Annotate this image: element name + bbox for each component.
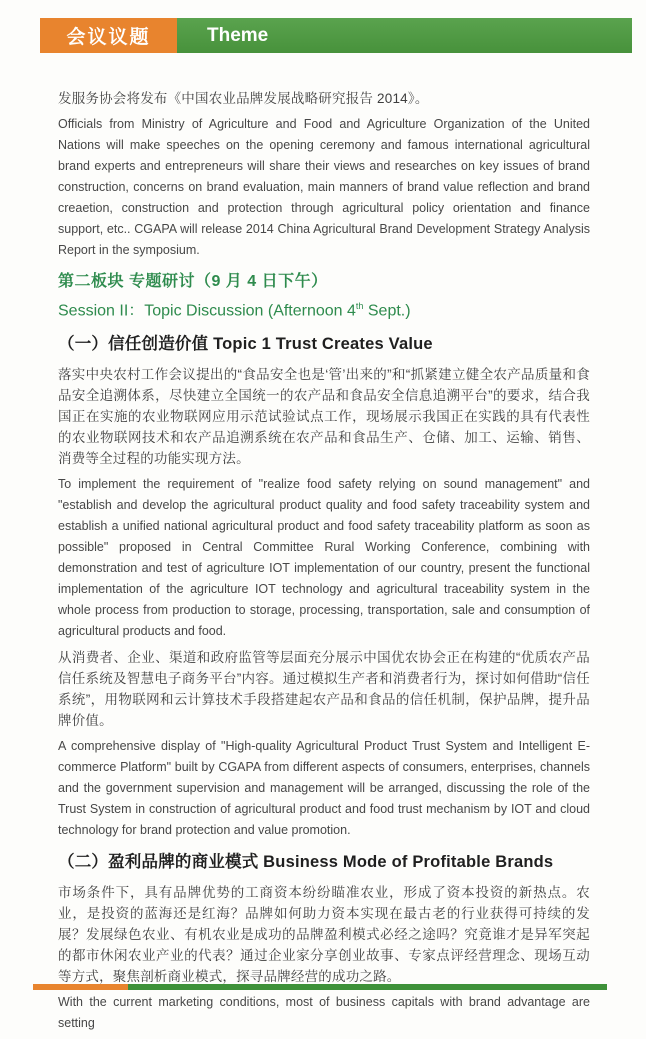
intro-cn-paragraph: 发服务协会将发布《中国农业品牌发展战略研究报告 2014》。: [58, 91, 429, 106]
session-title-en: [58, 294, 590, 323]
session-heading: [58, 269, 590, 323]
topic2-heading: （二）盈利品牌的商业模式 Business Mode of Profitable Brands: [58, 853, 554, 872]
session-title-en-text: Session II：Topic Discussion (Afternoon 4: [58, 302, 356, 320]
topic2-en-paragraph: With the current marketing conditions, most of business capitals with brand advantage are setting: [58, 995, 590, 1031]
topic1-en-paragraph-2: A comprehensive display of "High-quality Agricultural Product Trust System and Intelligent E-commerce Platform" built by CGAPA from different aspects of consumers, enterprises, channels and the government supervision and management will be arranged, discussing the role of the Trust System in construction of agricultural product and food trust mechanism by IOT and cloud technology for brand protection and value promotion.: [58, 739, 590, 838]
header-tab-en: Theme: [177, 18, 632, 53]
topic1-cn-paragraph-2: 从消费者、企业、渠道和政府监管等层面充分展示中国优农协会正在构建的“优质农产品信任系统及智慧电子商务平台”内容。通过模拟生产者和消费者行为，探讨如何借助“信任系统”，用物联网和云计算技术手段搭建起农产品和食品的信任机制，保护品牌，提升品牌价值。: [58, 650, 590, 729]
session-title-cn: 第二板块 专题研讨（9 月 4 日下午）: [58, 273, 328, 290]
topic2-cn-paragraph: 市场条件下，具有品牌优势的工商资本纷纷瞄准农业，形成了资本投资的新热点。农业，是投资的蓝海还是红海？品牌如何助力资本实现在最古老的行业获得可持续的发展？发展绿色农业、有机农业是成功的品牌盈利模式必经之途吗？究竟谁才是异军突起的都市休闲农业产业的代表？通过企业家分享创业故事、专家点评经营理念、现场互动等方式，聚焦剖析商业模式，探寻品牌经营的成功之路。: [58, 885, 590, 985]
topic1-cn-paragraph-1: 落实中央农村工作会议提出的“食品安全也是‘管’出来的”和“抓紧建立健全农产品质量和食品安全追溯体系，尽快建立全国统一的农产品和食品安全信息追溯平台”的要求，结合我国正在实施的农业物联网应用示范试验试点工作，现场展示我国正在实践的具有代表性的农业物联网技术和农产品追溯系统在农产品和食品生产、仓储、加工、运输、销售、消费等全过程的功能实现方法。: [58, 367, 590, 467]
topic1-en-paragraph-1: To implement the requirement of "realize food safety relying on sound management" and "establish and develop the agricultural product quality and food safety traceability system and establish a unified national agricultural product and food safety traceability platform as soon as possible" proposed in Central Committee Rural Working Conference, combining with demonstration and test of agriculture IOT implementation of our country, present the functional implementation of the agriculture IOT technology and agricultural traceability system in the whole process from production to storage, processing, transportation, sale and consumption of agricultural products and food.: [58, 477, 590, 639]
session-title-superscript: th: [355, 301, 364, 311]
session-title-en-suffix: Sept.): [363, 302, 411, 320]
footer-rule: [33, 984, 607, 990]
intro-en-paragraph: Officials from Ministry of Agriculture and Food and Agriculture Organization of the United Nations will make speeches on the opening ceremony and famous international agricultural brand experts and entrepreneurs will share their views and researches on key issues of brand construction, concerns on brand evaluation, main manners of brand value reflection and brand creaetion, construction and protection through agricultural policy orientation and finance support, etc.. CGAPA will release 2014 China Agricultural Brand Development Strategy Analysis Report in the symposium.: [58, 117, 590, 257]
header-banner: [40, 18, 632, 53]
page-content: [58, 88, 590, 1039]
header-tab-cn: 会议议题: [40, 18, 177, 53]
footer-rule-orange-segment: [33, 984, 128, 990]
footer-rule-green-segment: [128, 984, 607, 990]
topic1-heading: （一）信任创造价值 Topic 1 Trust Creates Value: [58, 335, 433, 354]
